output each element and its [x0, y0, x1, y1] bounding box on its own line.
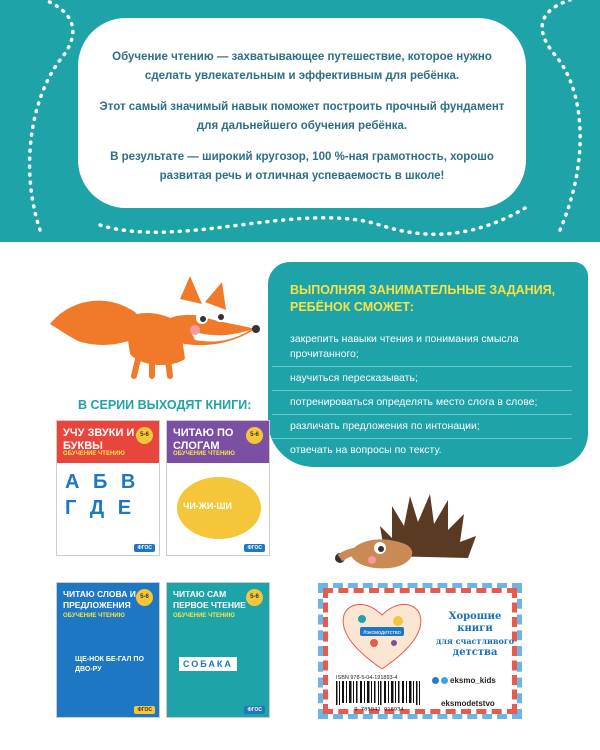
heart-logo — [340, 599, 424, 671]
book-subtitle: ОБУЧЕНИЕ ЧТЕНИЮ — [173, 613, 235, 619]
barcode — [336, 681, 422, 711]
top-band — [0, 0, 600, 242]
heart-logo-label: #эксмодетство — [363, 630, 401, 636]
fgos-badge: ФГОС — [244, 544, 265, 552]
isbn-text: ISBN 978-5-04-191893-4 — [336, 675, 398, 681]
skills-list — [272, 328, 572, 462]
book-cover-syllables[interactable] — [166, 420, 270, 556]
intro-bubble — [78, 18, 526, 208]
social-handle[interactable] — [432, 676, 496, 685]
book-cover-art: А Б В Г Д Е — [65, 471, 140, 519]
book-cover-words-sentences[interactable] — [56, 582, 160, 718]
skills-list-item: закрепить навыки чтения и понимания смысла прочитанного; — [272, 328, 572, 367]
telegram-icon — [441, 677, 448, 684]
brand-postcard — [318, 583, 522, 719]
fox-illustration — [30, 264, 270, 384]
slogan-line: детства — [452, 647, 498, 658]
book-subtitle: ОБУЧЕНИЕ ЧТЕНИЮ — [63, 451, 125, 457]
intro-paragraph-3: В результате — широкий кругозор, 100 %-ная грамотность, хорошо развитая речь и отличная успеваемость в школе! — [110, 151, 494, 182]
age-badge: 5-6 — [136, 427, 153, 444]
intro-paragraph-2: Этот самый значимый навык поможет построить прочный фундамент для дальнейшего обучения ребёнка. — [99, 101, 505, 132]
book-cover-art: ЩЕ-НОК БЕ-ГАЛ ПО ДВО-РУ — [75, 656, 144, 673]
age-badge: 5-6 — [246, 589, 263, 606]
slogan-line: для счастливого — [435, 636, 515, 646]
book-cover-art: СОБАКА — [179, 657, 237, 671]
slogan-line: книги — [457, 623, 493, 634]
skills-panel-title: ВЫПОЛНЯЯ ЗАНИМАТЕЛЬНЫЕ ЗАДАНИЯ, РЕБЁНОК СМОЖЕТ: — [290, 283, 556, 314]
book-subtitle: ОБУЧЕНИЕ ЧТЕНИЮ — [63, 613, 125, 619]
fgos-badge: ФГОС — [134, 544, 155, 552]
brand-postcard-inner — [323, 588, 517, 714]
website-link[interactable]: eksmodetstvo — [441, 699, 495, 708]
book-subtitle: ОБУЧЕНИЕ ЧТЕНИЮ — [173, 451, 235, 457]
fgos-badge: ФГОС — [134, 706, 155, 714]
age-badge: 5-6 — [136, 589, 153, 606]
brand-slogan — [431, 611, 519, 659]
book-cover-read-myself[interactable] — [166, 582, 270, 718]
book-title: ЧИТАЮ САМ ПЕРВОЕ ЧТЕНИЕ — [173, 589, 246, 610]
skills-list-item: различать предложения по интонации; — [272, 415, 572, 439]
skills-panel — [268, 262, 588, 467]
book-title: УЧУ ЗВУКИ И БУКВЫ — [63, 427, 135, 452]
skills-list-item: потренироваться определять место слога в слове; — [272, 391, 572, 415]
slogan-line: Хорошие — [448, 611, 502, 622]
skills-list-item: отвечать на вопросы по тексту. — [290, 444, 442, 456]
book-title: ЧИТАЮ СЛОВА И ПРЕДЛОЖЕНИЯ — [63, 589, 136, 610]
book-title: ЧИТАЮ ПО СЛОГАМ — [173, 427, 234, 452]
book-cover-sounds-letters[interactable] — [56, 420, 160, 556]
barcode-number: 9 785041 918934 — [354, 705, 404, 711]
vk-icon — [432, 677, 439, 684]
book-cover-art: ЧИ-ЖИ-ШИ — [183, 501, 232, 511]
series-heading: В СЕРИИ ВЫХОДЯТ КНИГИ: — [78, 398, 252, 412]
social-handle-text: eksmo_kids — [450, 676, 496, 685]
fgos-badge: ФГОС — [244, 706, 265, 714]
skills-list-item: научиться пересказывать; — [272, 367, 572, 391]
hedgehog-illustration — [330, 486, 480, 576]
intro-paragraph-1: Обучение чтению — захватывающее путешествие, которое нужно сделать увлекательным и эффективным для ребёнка. — [112, 51, 492, 82]
age-badge: 5-6 — [246, 427, 263, 444]
